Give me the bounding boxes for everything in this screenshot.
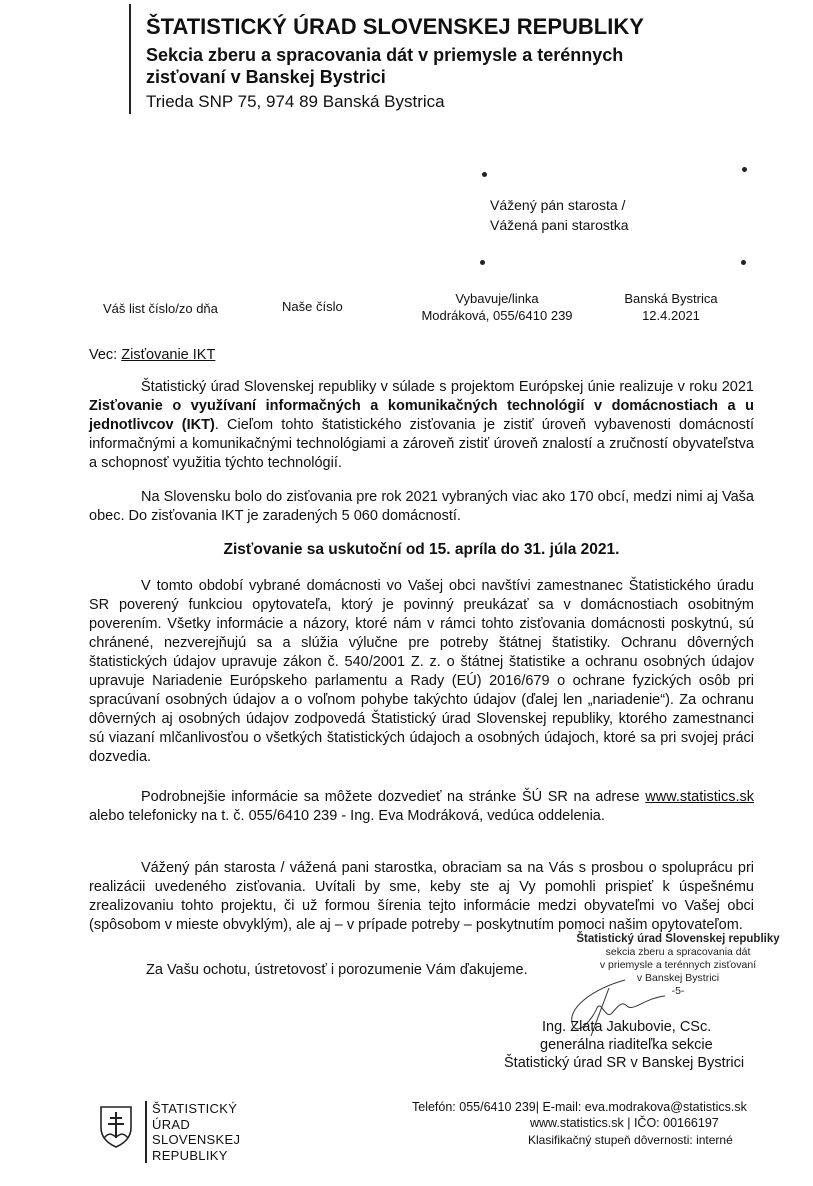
header-rule bbox=[129, 4, 131, 114]
info-text: alebo telefonicky na t. č. 055/6410 239 - Ing. Eva Modráková, vedúca oddelenia. bbox=[89, 808, 605, 824]
stamp-line: -5- bbox=[671, 985, 685, 997]
office-address: Trieda SNP 75, 974 89 Banská Bystrica bbox=[146, 92, 445, 111]
recipient-line: Vážená pani starostka bbox=[490, 217, 629, 233]
subject-line bbox=[89, 347, 215, 363]
request-text: Vážený pán starosta / vážená pani starostka, obraciam sa na Vás s prosbou o spoluprácu pri realizácii uvedeného zisťovania. Uvítali by sme, keby ste aj Vy pomohli prispieť k úspešnému zrealizovaniu tohto projektu, či už formou šírenia tejto informácie medzi obyvateľmi vo Vašej obci (spôsobom v mieste obvyklým), ale aj – v prípade potreby – poskytnutím pomoci našim opytovateľom. bbox=[89, 860, 754, 933]
ref-your-letter: Váš list číslo/zo dňa bbox=[103, 301, 218, 316]
signer-role: generálna riaditeľka sekcie bbox=[540, 1037, 713, 1053]
recipient-block bbox=[490, 195, 629, 235]
window-mark bbox=[480, 260, 485, 265]
ref-place-date bbox=[606, 290, 736, 324]
subject-label: Vec: bbox=[89, 347, 118, 363]
signer-org: Štatistický úrad SR v Banskej Bystrici bbox=[504, 1055, 745, 1071]
logo-line: ÚRAD bbox=[152, 1116, 191, 1132]
visits-text: V tomto období vybrané domácnosti vo Vašej obci navštívi zamestnanec Štatistického úradu SR poverený funkciou opytovateľa, ktorý je povinný preukázať sa v domácnostiach osobitným poverením. Všetky informácie a názory, ktoré nám v rámci tohto zisťovania domácnosti poskytnú, sú chránené, nezverejňujú sa a slúžia výlučne pre potreby štátnej štatistiky. Ochranu dôverných štatistických údajov upravuje zákon č. 540/2001 Z. z. o štátnej štatistike a ochranu osobných údajov upravuje Nariadenie Európskeho parlamentu a Rady (EÚ) 2016/679 o ochrane fyzických osôb pri spracúvaní osobných údajov a o voľnom pohybe takýchto údajov (ďalej len „nariadenie“). Za ochranu dôverných aj osobných údajov zodpovedá Štatistický úrad Slovenskej republiky, ktorého zamestnanci sú viazaní mlčanlivosťou o všetkých štatistických údajoch a osobných údajoch, ktoré sa pri svojej práci dozvedia. bbox=[89, 578, 754, 765]
ref-handled-by bbox=[402, 290, 592, 324]
ref-handled-value: Modráková, 055/6410 239 bbox=[421, 308, 573, 323]
survey-name: Zisťovanie o využívaní informačných a komunikačných technológií v domácnostiach a u jednotlivcov (IKT) bbox=[89, 398, 754, 433]
paragraph-request bbox=[89, 859, 754, 935]
stamp-line: Štatistický úrad Slovenskej republiky bbox=[576, 933, 780, 945]
logo-line: REPUBLIKY bbox=[152, 1147, 228, 1163]
intro-text: . Cieľom tohto štatistického zisťovania je zistiť úroveň vybavenosti domácností informačnými a komunikačnými technológiami a zároveň zistiť úroveň znalostí a zručností obyvateľstva a schopnosť využitia týchto technológií. bbox=[89, 417, 754, 471]
recipient-line: Vážený pán starosta / bbox=[490, 197, 626, 213]
ref-place: Banská Bystrica bbox=[624, 291, 718, 306]
stamp-line: sekcia zberu a spracovania dát bbox=[605, 946, 751, 958]
ref-date: 12.4.2021 bbox=[642, 308, 700, 323]
signer-name: Ing. Zlata Jakubovie, CSc. bbox=[542, 1019, 712, 1035]
footer-logo-text bbox=[152, 1101, 240, 1163]
signer-block bbox=[504, 1018, 745, 1072]
window-mark bbox=[741, 260, 746, 265]
window-mark bbox=[482, 172, 487, 177]
logo-line: SLOVENSKEJ bbox=[152, 1132, 241, 1147]
paragraph-intro bbox=[89, 378, 754, 473]
office-title: ŠTATISTICKÝ ÚRAD SLOVENSKEJ REPUBLIKY bbox=[146, 14, 644, 39]
stamp-line: v Banskej Bystrici bbox=[636, 972, 720, 984]
paragraph-info bbox=[89, 788, 754, 826]
stamp-line: v priemysle a terénnych zisťovaní bbox=[599, 959, 757, 971]
coat-of-arms-icon bbox=[98, 1104, 134, 1148]
closing-thanks: Za Vašu ochotu, ústretovosť i porozumenie Vám ďakujeme. bbox=[146, 962, 528, 978]
footer-web-ico: www.statistics.sk | IČO: 00166197 bbox=[530, 1116, 719, 1130]
footer-phone-email: Telefón: 055/6410 239| E-mail: eva.modrakova@statistics.sk bbox=[412, 1100, 747, 1114]
survey-period: Zisťovanie sa uskutoční od 15. apríla do 31. júla 2021. bbox=[223, 541, 620, 558]
intro-text: Štatistický úrad Slovenskej republiky v súlade s projektom Európskej únie realizuje v roku 2021 bbox=[141, 379, 754, 395]
logo-divider bbox=[145, 1101, 147, 1163]
footer-classification: Klasifikačný stupeň dôvernosti: interné bbox=[528, 1133, 733, 1147]
website-link[interactable]: www.statistics.sk bbox=[645, 789, 754, 805]
logo-line: ŠTATISTICKÝ bbox=[152, 1101, 238, 1116]
window-mark bbox=[742, 167, 747, 172]
info-text: Podrobnejšie informácie sa môžete dozvedieť na stránke ŠÚ SR na adrese bbox=[141, 789, 646, 805]
paragraph-sample bbox=[89, 488, 754, 526]
ref-our-number: Naše číslo bbox=[282, 299, 343, 314]
sample-text: Na Slovensku bolo do zisťovania pre rok 2021 vybraných viac ako 170 obcí, medzi nimi aj Vaša obec. Do zisťovania IKT je zaradených 5 060 domácností. bbox=[89, 489, 754, 524]
paragraph-visits bbox=[89, 577, 754, 767]
ref-handled-label: Vybavuje/linka bbox=[455, 291, 539, 306]
subject-text: Zisťovanie IKT bbox=[121, 347, 216, 363]
section-name: Sekcia zberu a spracovania dát v priemysle a terénnych zisťovaní v Banskej Bystrici bbox=[146, 45, 624, 87]
